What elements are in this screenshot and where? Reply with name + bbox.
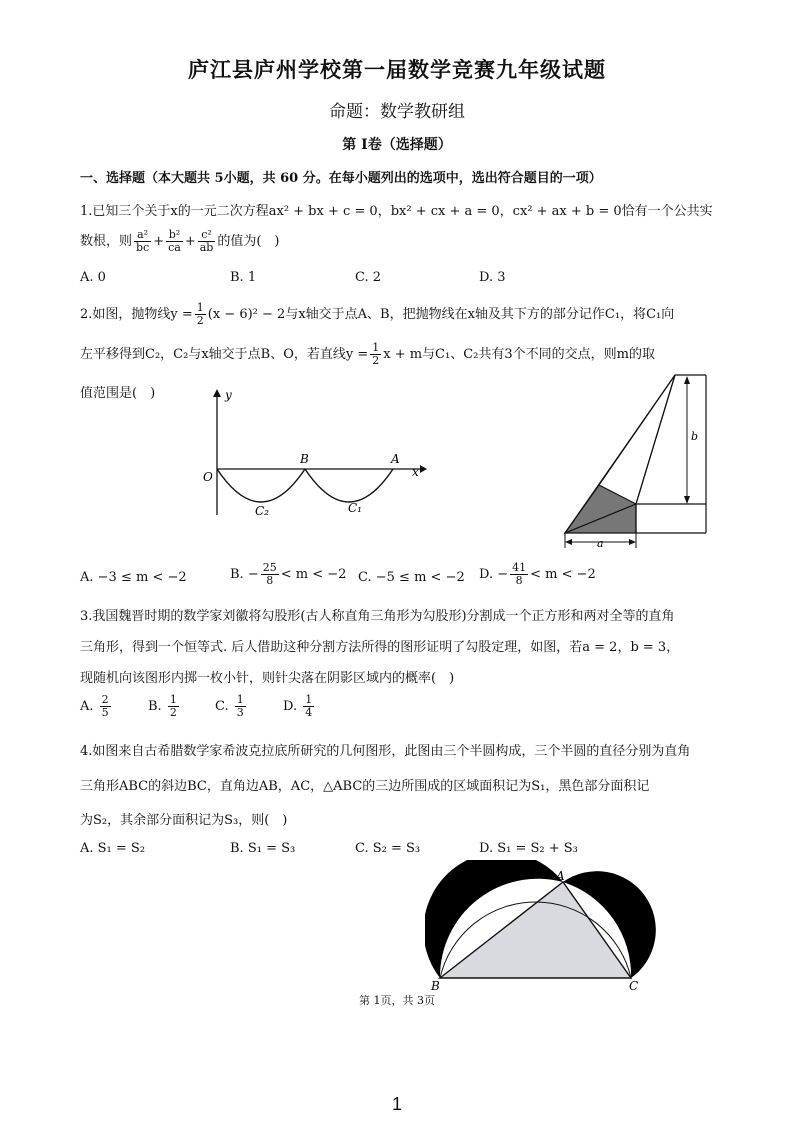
q1-line2-prefix: 数根，则 [80, 234, 133, 249]
q3-option-c[interactable] [215, 694, 248, 719]
q3-opta-den: 5 [101, 706, 109, 719]
q2-line1-prefix: 2.如图，抛物线y = [80, 307, 193, 322]
q3-optd-den: 4 [305, 706, 313, 719]
q3-optd-label: D. [283, 699, 298, 714]
q1-frac2-den: ca [168, 241, 181, 254]
point-b-label: B [300, 452, 309, 466]
q2-frac2-num: 1 [372, 341, 380, 354]
y-axis-arrow [213, 389, 221, 397]
c1-label: C₁ [348, 501, 362, 515]
q4-option-c[interactable]: C. S₂ = S₃ [355, 841, 421, 856]
q2-line1-suffix: (x − 6)² − 2与x轴交于点A、B，把抛物线在x轴及其下方的部分记作C₁，将C₁向 [207, 307, 675, 322]
q2-line2 [80, 342, 655, 367]
q1-frac1-den: bc [136, 241, 150, 254]
q3-pythagorean-figure [560, 370, 710, 550]
q3-option-b[interactable] [148, 694, 181, 719]
q1-frac2-num: b² [166, 229, 183, 242]
page-footer: 第 1页，共 3页 [359, 994, 435, 1007]
dim-b-label: b [691, 430, 699, 443]
inner-line-1 [599, 375, 675, 485]
q3-option-d[interactable] [283, 694, 316, 719]
q3-opta-num: 2 [101, 693, 109, 706]
q1-line1: 1.已知三个关于x的一元二次方程ax² + bx + c = 0，bx² + cx + a = 0，cx² + ax + b = 0恰有一个公共实 [80, 204, 713, 219]
q2-optb-den: 8 [266, 574, 274, 587]
q4-line3: 为S₂，其余部分面积记为S₃，则( ) [80, 813, 288, 828]
q2-optb-num: 25 [262, 561, 277, 574]
q1-option-c[interactable]: C. 2 [355, 270, 382, 285]
q2-option-b[interactable] [230, 562, 346, 587]
q4-option-b[interactable]: B. S₁ = S₃ [230, 841, 296, 856]
x-label: x [412, 465, 419, 479]
q3-optd-num: 1 [305, 693, 313, 706]
page-number: 1 [391, 1094, 402, 1114]
y-label: y [225, 388, 232, 402]
q2-optb-frac [261, 562, 279, 587]
dim-a-label: a [597, 537, 604, 550]
q2-optb-suffix: < m < −2 [280, 567, 347, 582]
volume-heading: 第 I卷（选择题） [342, 137, 452, 153]
q2-line2-prefix: 左平移得到C₂，C₂与x轴交于点B、O，若直线y = [80, 347, 369, 362]
curve-c2 [217, 469, 305, 502]
q1-frac3 [198, 229, 216, 254]
q1-line2: 数根，则 $\frac{\text{a²}}{bc}$ + $\frac{\text{b²}}{ca}$ + $\frac{\text{c²}}{ab}$ 的值为( ) [80, 228, 280, 254]
q2-line1 [80, 302, 674, 327]
q2-frac2-half [370, 342, 381, 367]
q2-optb-prefix: B. − [230, 567, 259, 582]
q3-optb-label: B. [148, 699, 162, 714]
origin-label: O [203, 470, 213, 484]
q2-optd-num: 41 [512, 561, 527, 574]
q1-frac3-num: c² [198, 229, 216, 242]
q3-optb-frac [168, 694, 179, 719]
dim-b-arrow-bottom [684, 496, 690, 504]
curve-c1 [305, 469, 393, 502]
q4-lunes-figure [425, 860, 665, 992]
dim-a-arrow-right [629, 539, 636, 545]
q2-frac2-den: 2 [372, 354, 380, 367]
q4-option-d[interactable]: D. S₁ = S₂ + S₃ [479, 841, 578, 856]
q2-option-c[interactable]: C. −5 ≤ m < −2 [358, 570, 465, 585]
exam-subtitle: 命题：数学教研组 [329, 102, 465, 122]
q2-option-d[interactable] [479, 562, 596, 587]
q2-frac-num: 1 [196, 301, 204, 314]
q3-line3: 现随机向该图形内掷一枚小针，则针尖落在阴影区域内的概率( ) [80, 671, 455, 686]
q4-line2: 三角形ABC的斜边BC，直角边AB，AC，△ABC的三边所围成的区域面积记为S₁，黑色部分面积记 [80, 779, 650, 794]
q3-line1: 3.我国魏晋时期的数学家刘徽将勾股形(古人称直角三角形为勾股形)分割成一个正方形和两对全等的直角 [80, 609, 675, 624]
q2-line2-suffix: x + m与C₁、C₂共有3个不同的交点，则m的取 [383, 347, 655, 362]
q3-opta-frac [100, 694, 111, 719]
q3-option-a[interactable] [80, 694, 113, 719]
q1-frac3-den: ab [199, 241, 214, 254]
q3-optb-den: 2 [169, 706, 177, 719]
point-a-label: A [391, 452, 400, 466]
q1-option-a[interactable]: A. 0 [80, 270, 106, 285]
inner-line-2 [636, 375, 675, 504]
dim-a-arrow-left [565, 539, 572, 545]
q3-optc-label: C. [215, 699, 229, 714]
shaded-square-region [565, 485, 636, 533]
q3-optb-num: 1 [169, 693, 177, 706]
q3-line2: 三角形，得到一个恒等式. 后人借助这种分割方法所得的图形证明了勾股定理，如图，若a = 2，b = 3， [80, 640, 680, 655]
q3-optc-num: 1 [236, 693, 244, 706]
exam-title: 庐江县庐州学校第一届数学竞赛九年级试题 [188, 57, 606, 82]
q3-optc-den: 3 [236, 706, 244, 719]
q2-optd-suffix: < m < −2 [530, 567, 596, 582]
q3-optd-frac [303, 694, 314, 719]
q2-frac-den: 2 [196, 314, 204, 327]
q1-option-d[interactable]: D. 3 [479, 270, 506, 285]
vertex-b-label: B [431, 979, 440, 992]
q2-optd-prefix: D. − [479, 567, 509, 582]
vertex-c-label: C [629, 979, 639, 992]
dim-b-arrow-top [684, 376, 690, 384]
q4-line1: 4.如图来自古希腊数学家希波克拉底所研究的几何图形，此图由三个半圆构成，三个半圆的直径分别为直角 [80, 744, 691, 759]
q2-frac-half [195, 302, 206, 327]
q3-opta-label: A. [80, 699, 94, 714]
q3-optc-frac [235, 694, 246, 719]
q1-option-b[interactable]: B. 1 [230, 270, 257, 285]
q1-frac1 [134, 229, 151, 254]
section-heading: 一、选择题（本大题共 5小题，共 60 分。在每小题列出的选项中，选出符合题目的一项） [80, 171, 602, 186]
q2-parabola-figure [195, 385, 430, 525]
vertex-a-label: A [556, 869, 565, 883]
q1-frac2 [166, 229, 183, 254]
q2-optd-den: 8 [515, 574, 523, 587]
q2-line3: 值范围是( ) [80, 386, 156, 401]
q1-frac1-num: a² [134, 229, 151, 242]
q2-option-a[interactable]: A. −3 ≤ m < −2 [80, 570, 187, 585]
q2-optd-frac [510, 562, 528, 587]
c2-label: C₂ [255, 504, 269, 518]
q1-line2-suffix: 的值为( ) [217, 234, 280, 249]
q4-option-a[interactable]: A. S₁ = S₂ [80, 841, 146, 856]
x-axis-arrow [420, 465, 427, 473]
